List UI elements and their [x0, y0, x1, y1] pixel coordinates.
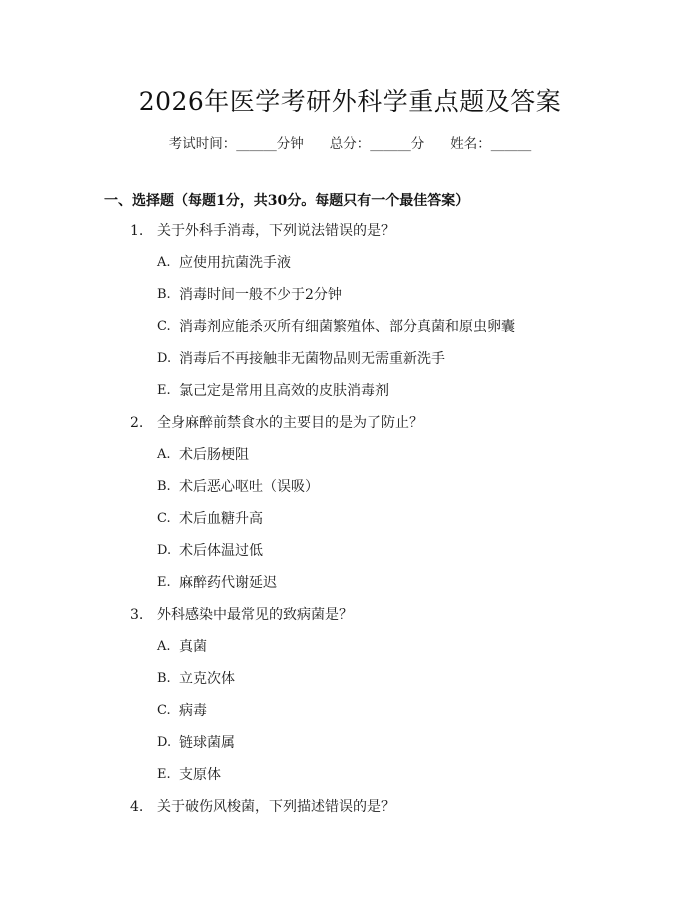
- option-b: [0, 670, 700, 702]
- question-list: [0, 222, 700, 830]
- exam-info-line: [0, 132, 700, 152]
- student-name-blank: ______: [490, 136, 532, 152]
- total-score-field: [330, 136, 425, 152]
- option-text: 病毒: [179, 703, 207, 719]
- option-text: 术后体温过低: [179, 543, 263, 559]
- question-2: [0, 414, 700, 606]
- option-c: [0, 318, 700, 350]
- exam-time-field: [169, 136, 304, 152]
- option-e: [0, 382, 700, 414]
- option-letter: C.: [157, 703, 171, 718]
- option-letter: E.: [157, 383, 171, 398]
- option-text: 消毒时间一般不少于2分钟: [179, 287, 342, 303]
- option-e: [0, 766, 700, 798]
- option-a: [0, 254, 700, 286]
- option-a: [0, 446, 700, 478]
- student-name-field: [450, 136, 531, 152]
- question-text: 外科感染中最常见的致病菌是？: [157, 607, 353, 623]
- page-title: 2026年医学考研外科学重点题及答案: [138, 87, 562, 116]
- option-text: 立克次体: [179, 671, 235, 687]
- option-letter: D.: [157, 735, 172, 750]
- option-text: 氯己定是常用且高效的皮肤消毒剂: [179, 383, 389, 399]
- question-stem: [0, 606, 700, 638]
- option-text: 麻醉药代谢延迟: [179, 575, 277, 591]
- option-letter: C.: [157, 511, 171, 526]
- option-letter: E.: [157, 575, 171, 590]
- exam-time-unit: 分钟: [276, 136, 304, 152]
- option-text: 应使用抗菌洗手液: [179, 255, 291, 271]
- exam-time-blank: ______: [236, 136, 277, 152]
- student-name-label: 姓名：: [450, 136, 491, 152]
- option-text: 术后肠梗阻: [179, 447, 249, 463]
- option-letter: C.: [157, 319, 171, 334]
- option-text: 支原体: [179, 767, 221, 783]
- question-3: [0, 606, 700, 798]
- option-letter: B.: [157, 671, 171, 686]
- option-b: [0, 478, 700, 510]
- question-text: 关于破伤风梭菌，下列描述错误的是？: [157, 799, 395, 815]
- total-score-blank: ______: [370, 136, 411, 152]
- option-text: 术后血糖升高: [179, 511, 263, 527]
- exam-time-label: 考试时间：: [168, 136, 237, 152]
- option-c: [0, 510, 700, 542]
- option-d: [0, 734, 700, 766]
- total-score-unit: 分: [410, 136, 425, 152]
- option-b: [0, 286, 700, 318]
- option-letter: A.: [157, 447, 171, 462]
- total-score-label: 总分：: [329, 136, 371, 152]
- question-stem: [0, 222, 700, 254]
- question-text: 关于外科手消毒，下列说法错误的是？: [157, 223, 395, 239]
- option-letter: A.: [157, 639, 171, 654]
- option-e: [0, 574, 700, 606]
- question-4: [0, 798, 700, 830]
- option-d: [0, 542, 700, 574]
- option-a: [0, 638, 700, 670]
- option-d: [0, 350, 700, 382]
- option-text: 链球菌属: [179, 735, 235, 751]
- option-text: 消毒后不再接触非无菌物品则无需重新洗手: [179, 351, 445, 367]
- option-letter: D.: [157, 351, 172, 366]
- question-text: 全身麻醉前禁食水的主要目的是为了防止？: [157, 415, 423, 431]
- question-number: 2.: [130, 415, 144, 431]
- question-number: 3.: [130, 607, 144, 623]
- option-c: [0, 702, 700, 734]
- option-letter: D.: [157, 543, 172, 558]
- option-letter: A.: [157, 255, 171, 270]
- question-number: 4.: [130, 799, 144, 815]
- question-stem: [0, 798, 700, 830]
- section-heading: 一、选择题（每题1分，共30分。每题只有一个最佳答案）: [104, 193, 470, 209]
- question-1: [0, 222, 700, 414]
- option-letter: B.: [157, 287, 171, 302]
- option-text: 术后恶心呕吐（误吸）: [179, 479, 319, 495]
- option-letter: E.: [157, 767, 171, 782]
- question-stem: [0, 414, 700, 446]
- option-text: 消毒剂应能杀灭所有细菌繁殖体、部分真菌和原虫卵囊: [179, 319, 515, 335]
- option-text: 真菌: [179, 639, 207, 655]
- option-letter: B.: [157, 479, 171, 494]
- question-number: 1.: [130, 223, 144, 239]
